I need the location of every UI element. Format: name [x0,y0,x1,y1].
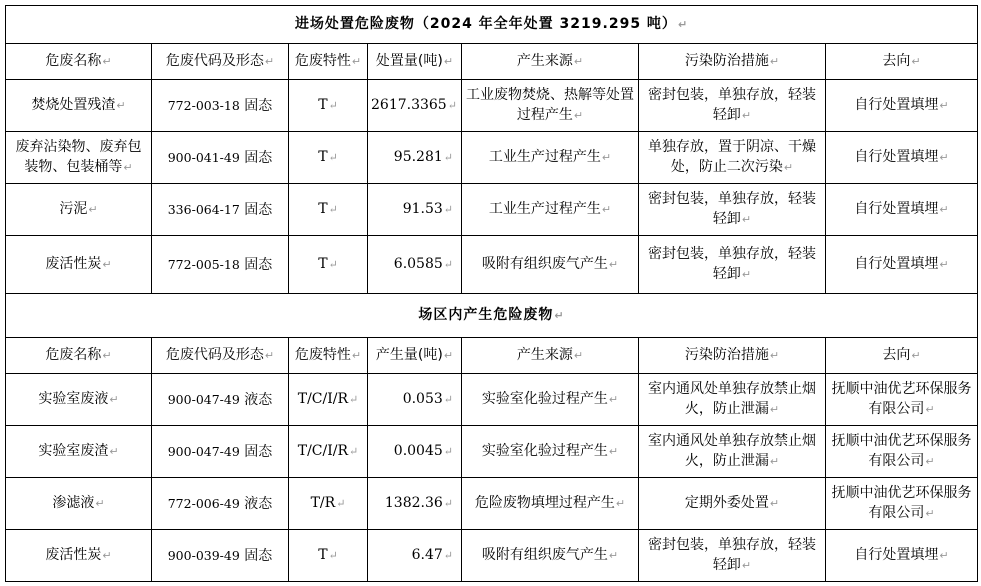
measure-cell [639,184,826,236]
code-form-cell [152,184,289,236]
paragraph-mark-icon: ↵ [608,445,619,458]
column-header [152,44,289,80]
measure-cell-text: 室内通风处单独存放禁止烟火，防止泄漏 [648,433,816,469]
waste-name-cell [6,132,152,184]
property-cell [289,530,368,582]
property-cell-text: T [318,97,328,113]
measure-cell [639,132,826,184]
paragraph-mark-icon: ↵ [102,55,112,68]
waste-name-cell-text: 污泥 [59,201,88,217]
source-cell-text: 工业废物焚烧、热解等处置过程产生 [466,87,634,123]
quantity-cell-text: 2617.3365 [371,97,447,113]
table-row [6,374,978,426]
paragraph-mark-icon: ↵ [608,258,619,271]
quantity-cell-text: 6.47 [411,547,443,563]
code-form-cell [152,132,289,184]
paragraph-mark-icon: ↵ [925,507,935,520]
paragraph-mark-icon: ↵ [102,349,112,362]
paragraph-mark-icon: ↵ [443,393,453,406]
quantity-cell [368,478,462,530]
paragraph-mark-icon: ↵ [911,349,921,362]
waste-name-cell [6,374,152,426]
quantity-cell [368,80,462,132]
column-header [152,338,289,374]
paragraph-mark-icon: ↵ [741,213,752,226]
paragraph-mark-icon: ↵ [601,203,612,216]
section-title-row [6,6,978,44]
code-form-cell [152,236,289,294]
section-title [6,6,978,44]
measure-cell-text: 密封包装，单独存放，轻装轻卸 [648,191,816,227]
source-cell [462,530,639,582]
paragraph-mark-icon: ↵ [116,99,126,112]
property-cell [289,132,368,184]
waste-name-cell [6,80,152,132]
destination-cell [826,184,978,236]
measure-cell [639,530,826,582]
measure-cell [639,236,826,294]
quantity-cell [368,426,462,478]
waste-code: 900-039-49 [167,547,240,563]
quantity-cell-text: 91.53 [402,201,443,217]
paragraph-mark-icon: ↵ [88,203,98,216]
source-cell-text: 工业生产过程产生 [488,201,601,217]
waste-name-cell-text: 渗滤液 [52,495,95,511]
paragraph-mark-icon: ↵ [554,309,565,322]
waste-code: 900-047-49 [167,391,240,407]
waste-name-cell [6,530,152,582]
waste-form: 固态 [244,97,273,114]
property-cell-text: T [318,256,328,272]
quantity-cell [368,132,462,184]
column-header-text: 产生来源 [516,347,573,363]
waste-name-cell-text: 废活性炭 [45,547,102,563]
column-header [639,338,826,374]
destination-cell-text: 自行处置填埋 [854,547,939,563]
paragraph-mark-icon: ↵ [769,403,780,416]
column-header-text: 污染防治措施 [684,347,769,363]
measure-cell [639,426,826,478]
measure-cell [639,478,826,530]
destination-cell [826,80,978,132]
section-title-row [6,294,978,338]
code-form-cell [152,426,289,478]
paragraph-mark-icon: ↵ [608,549,619,562]
waste-code: 900-041-49 [167,149,240,165]
measure-cell-text: 单独存放，置于阴凉、干燥处，防止二次污染 [648,139,816,175]
paragraph-mark-icon: ↵ [328,99,338,112]
column-header-text: 产生来源 [516,53,573,69]
paragraph-mark-icon: ↵ [443,549,453,562]
destination-cell-text: 自行处置填埋 [854,97,939,113]
property-cell-text: T [318,201,328,217]
quantity-cell [368,374,462,426]
waste-name-cell [6,426,152,478]
hazardous-waste-table [5,5,978,582]
paragraph-mark-icon: ↵ [573,55,584,68]
destination-cell [826,236,978,294]
destination-cell [826,374,978,426]
paragraph-mark-icon: ↵ [328,549,338,562]
paragraph-mark-icon: ↵ [741,109,752,122]
column-header-text: 危废代码及形态 [165,347,264,363]
waste-form: 固态 [244,443,273,460]
paragraph-mark-icon: ↵ [443,203,453,216]
paragraph-mark-icon: ↵ [939,99,949,112]
paragraph-mark-icon: ↵ [328,258,338,271]
paragraph-mark-icon: ↵ [783,161,794,174]
waste-name-cell-text: 废弃沾染物、废弃包装物、包装桶等 [15,139,142,175]
source-cell [462,374,639,426]
paragraph-mark-icon: ↵ [349,445,359,458]
waste-form: 固态 [244,149,273,166]
destination-cell-text: 抚顺中油优艺环保服务有限公司 [831,485,972,521]
destination-cell-text: 自行处置填埋 [854,256,939,272]
destination-cell-text: 自行处置填埋 [854,149,939,165]
paragraph-mark-icon: ↵ [123,161,133,174]
waste-name-cell [6,184,152,236]
waste-name-cell-text: 实验室废渣 [38,443,109,459]
waste-name-cell [6,478,152,530]
paragraph-mark-icon: ↵ [95,497,105,510]
column-header [639,44,826,80]
quantity-cell-text: 6.0585 [393,256,443,272]
code-form-cell [152,530,289,582]
quantity-cell [368,530,462,582]
property-cell-text: T/C/I/R [297,391,349,407]
paragraph-mark-icon: ↵ [264,349,275,362]
quantity-cell-text: 95.281 [393,149,443,165]
destination-cell-text: 抚顺中油优艺环保服务有限公司 [831,381,972,417]
waste-name-cell-text: 废活性炭 [45,256,102,272]
paragraph-mark-icon: ↵ [443,258,453,271]
column-header-text: 危废名称 [45,347,102,363]
code-form-cell [152,478,289,530]
paragraph-mark-icon: ↵ [677,18,689,31]
destination-cell-text: 抚顺中油优艺环保服务有限公司 [831,433,972,469]
section-title-text: 场区内产生危险废物 [418,307,554,323]
paragraph-mark-icon: ↵ [109,393,119,406]
source-cell-text: 吸附有组织废气产生 [481,547,608,563]
code-form-cell [152,80,289,132]
source-cell [462,184,639,236]
waste-form: 液态 [244,391,273,408]
column-header [289,44,368,80]
column-header-text: 危废特性 [294,53,351,69]
property-cell [289,478,368,530]
paragraph-mark-icon: ↵ [328,151,338,164]
paragraph-mark-icon: ↵ [769,497,780,510]
quantity-cell-text: 1382.36 [384,495,443,511]
column-header-text: 危废代码及形态 [165,53,264,69]
paragraph-mark-icon: ↵ [741,559,752,572]
property-cell [289,80,368,132]
destination-cell [826,426,978,478]
table-row [6,236,978,294]
paragraph-mark-icon: ↵ [939,203,949,216]
measure-cell-text: 密封包装，单独存放，轻装轻卸 [648,537,816,573]
waste-name-cell [6,236,152,294]
property-cell [289,374,368,426]
table-row [6,132,978,184]
waste-form: 固态 [244,256,273,273]
waste-form: 固态 [244,547,273,564]
header-row [6,44,978,80]
property-cell-text: T/R [310,495,336,511]
paragraph-mark-icon: ↵ [939,549,949,562]
source-cell [462,80,639,132]
measure-cell-text: 密封包装，单独存放，轻装轻卸 [648,246,816,282]
paragraph-mark-icon: ↵ [328,203,338,216]
paragraph-mark-icon: ↵ [102,258,112,271]
column-header [462,44,639,80]
column-header [826,44,978,80]
column-header [6,338,152,374]
paragraph-mark-icon: ↵ [615,497,626,510]
paragraph-mark-icon: ↵ [601,151,612,164]
source-cell-text: 实验室化验过程产生 [481,391,608,407]
paragraph-mark-icon: ↵ [573,349,584,362]
paragraph-mark-icon: ↵ [447,99,457,112]
paragraph-mark-icon: ↵ [911,55,921,68]
table-row [6,184,978,236]
paragraph-mark-icon: ↵ [769,349,780,362]
source-cell-text: 实验室化验过程产生 [481,443,608,459]
paragraph-mark-icon: ↵ [443,151,453,164]
table-row [6,530,978,582]
column-header-text: 危废特性 [294,347,351,363]
source-cell-text: 工业生产过程产生 [488,149,601,165]
waste-code: 336-064-17 [167,201,240,217]
measure-cell [639,374,826,426]
paragraph-mark-icon: ↵ [109,445,119,458]
column-header [826,338,978,374]
paragraph-mark-icon: ↵ [939,151,949,164]
measure-cell-text: 定期外委处置 [684,495,769,511]
source-cell [462,478,639,530]
paragraph-mark-icon: ↵ [443,497,453,510]
destination-cell-text: 自行处置填埋 [854,201,939,217]
column-header-text: 去向 [882,347,911,363]
header-row [6,338,978,374]
waste-code: 900-047-49 [167,443,240,459]
property-cell [289,236,368,294]
measure-cell-text: 室内通风处单独存放禁止烟火，防止泄漏 [648,381,816,417]
waste-form: 液态 [244,495,273,512]
property-cell-text: T/C/I/R [297,443,349,459]
property-cell [289,184,368,236]
paragraph-mark-icon: ↵ [443,55,454,68]
paragraph-mark-icon: ↵ [351,349,362,362]
column-header-text: 污染防治措施 [684,53,769,69]
quantity-cell [368,236,462,294]
paragraph-mark-icon: ↵ [925,403,935,416]
table-row [6,478,978,530]
section-title-text: 进场处置危险废物（2024 年全年处置 3219.295 吨） [294,16,677,32]
waste-code: 772-006-49 [167,495,240,511]
source-cell [462,426,639,478]
paragraph-mark-icon: ↵ [349,393,359,406]
property-cell-text: T [318,149,328,165]
paragraph-mark-icon: ↵ [573,109,584,122]
column-header-text: 产生量(吨) [375,347,443,363]
paragraph-mark-icon: ↵ [939,258,949,271]
table-row [6,80,978,132]
property-cell-text: T [318,547,328,563]
waste-name-cell-text: 焚烧处置残渣 [31,97,116,113]
destination-cell [826,530,978,582]
paragraph-mark-icon: ↵ [769,455,780,468]
column-header-text: 去向 [882,53,911,69]
paragraph-mark-icon: ↵ [443,445,453,458]
paragraph-mark-icon: ↵ [443,349,454,362]
column-header-text: 处置量(吨) [375,53,443,69]
paragraph-mark-icon: ↵ [351,55,362,68]
code-form-cell [152,374,289,426]
paragraph-mark-icon: ↵ [608,393,619,406]
waste-code: 772-003-18 [167,97,240,113]
source-cell [462,236,639,294]
paragraph-mark-icon: ↵ [925,455,935,468]
column-header [368,338,462,374]
paragraph-mark-icon: ↵ [102,549,112,562]
column-header [368,44,462,80]
source-cell-text: 吸附有组织废气产生 [481,256,608,272]
paragraph-mark-icon: ↵ [264,55,275,68]
waste-form: 固态 [244,201,273,218]
paragraph-mark-icon: ↵ [769,55,780,68]
column-header-text: 危废名称 [45,53,102,69]
measure-cell-text: 密封包装，单独存放，轻装轻卸 [648,87,816,123]
waste-code: 772-005-18 [167,256,240,272]
quantity-cell-text: 0.053 [402,391,443,407]
paragraph-mark-icon: ↵ [336,497,346,510]
destination-cell [826,478,978,530]
column-header [6,44,152,80]
measure-cell [639,80,826,132]
source-cell-text: 危险废物填埋过程产生 [474,495,615,511]
column-header [289,338,368,374]
paragraph-mark-icon: ↵ [741,268,752,281]
source-cell [462,132,639,184]
section-title [6,294,978,338]
destination-cell [826,132,978,184]
column-header [462,338,639,374]
table-row [6,426,978,478]
quantity-cell [368,184,462,236]
quantity-cell-text: 0.0045 [393,443,443,459]
waste-name-cell-text: 实验室废液 [38,391,109,407]
property-cell [289,426,368,478]
